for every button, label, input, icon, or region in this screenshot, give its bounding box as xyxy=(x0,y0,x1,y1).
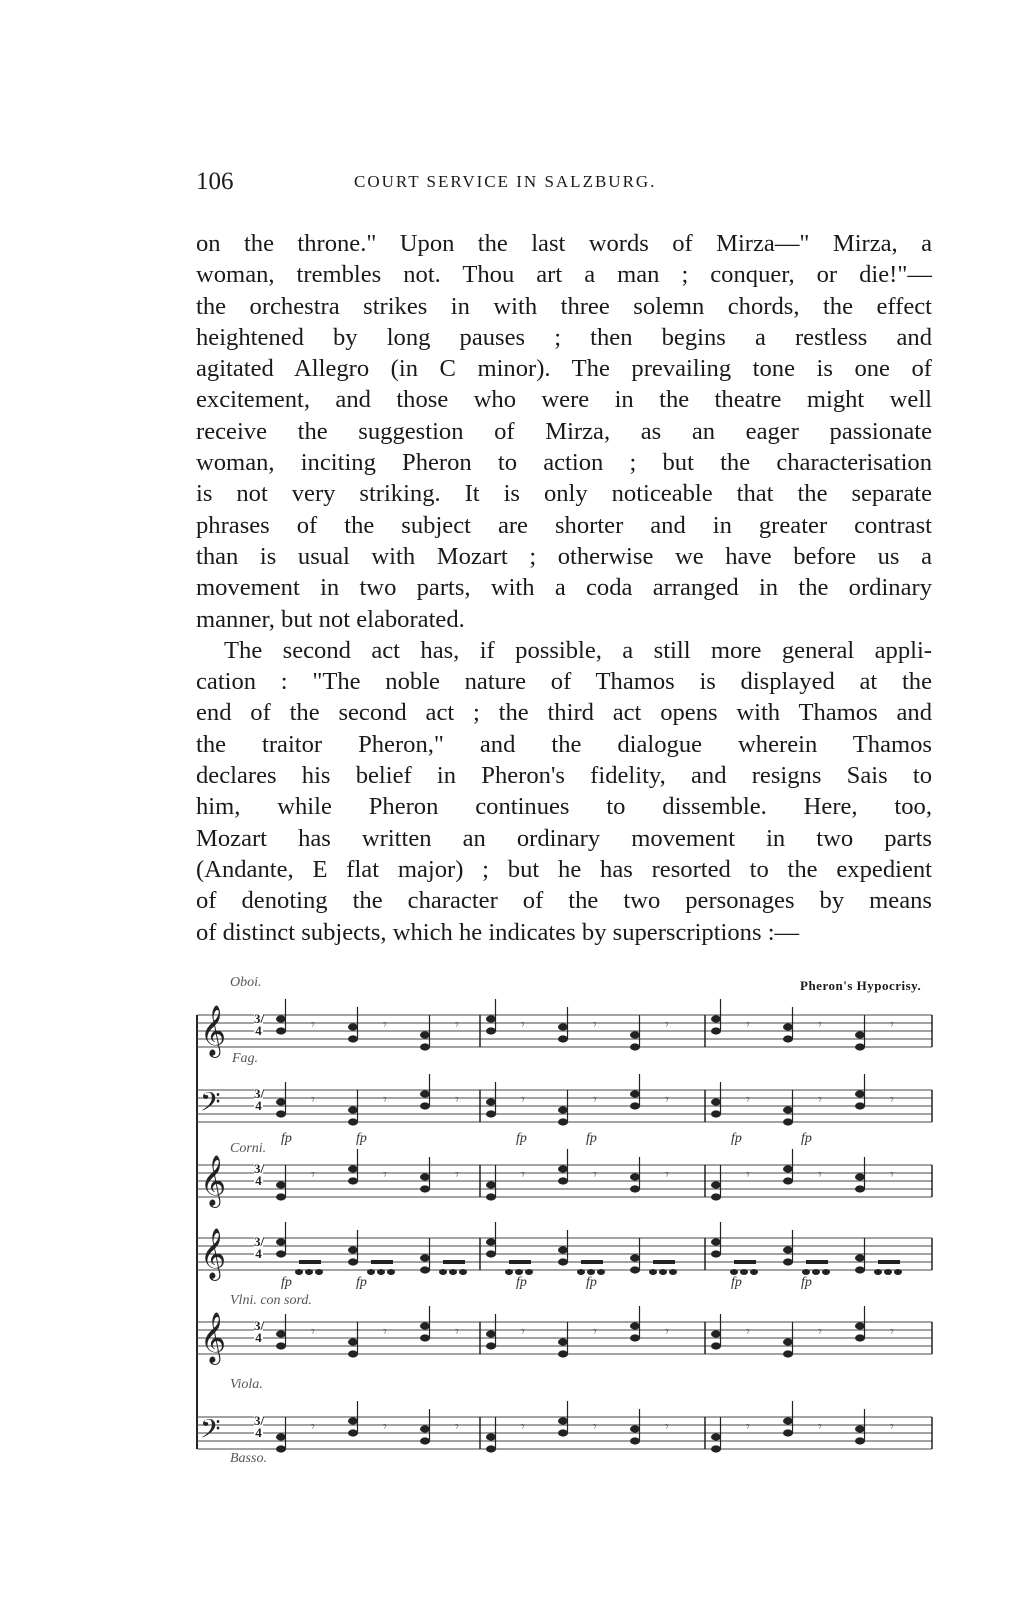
dynamic-fp: fp xyxy=(586,1131,597,1146)
note-head xyxy=(558,1118,568,1125)
rest: 𝄾 xyxy=(746,1018,750,1033)
rest: 𝄾 xyxy=(665,1018,669,1033)
note-head xyxy=(711,1181,721,1188)
note-head xyxy=(630,1185,640,1192)
note-head xyxy=(711,1098,721,1105)
note-head xyxy=(630,1090,640,1097)
note-head xyxy=(630,1437,640,1444)
rest: 𝄾 xyxy=(593,1168,597,1183)
label-corni: Corni. xyxy=(230,1141,267,1156)
note-head xyxy=(276,1238,286,1245)
note-head xyxy=(783,1035,793,1042)
text-line: (Andante, E flat major) ; but he has resorted to the expedient xyxy=(196,855,932,883)
note-head xyxy=(276,1098,286,1105)
rest: 𝄾 xyxy=(665,1325,669,1340)
beam xyxy=(878,1260,900,1264)
note-head xyxy=(783,1118,793,1125)
beam xyxy=(806,1260,828,1264)
note-head xyxy=(486,1433,496,1440)
text-line: movement in two parts, with a coda arranged in the ordinary xyxy=(196,574,932,602)
text-line: is not very striking. It is only noticeable that the separate xyxy=(196,480,932,508)
note-head xyxy=(855,1043,865,1050)
dynamic-fp: fp xyxy=(801,1131,812,1146)
text-line: woman, trembles not. Thou art a man ; conquer, or die!"— xyxy=(196,261,932,289)
note-head xyxy=(505,1269,513,1275)
time-signature: 3/4 xyxy=(254,1086,265,1113)
rest: 𝄾 xyxy=(383,1018,387,1033)
note-head xyxy=(558,1023,568,1030)
note-head xyxy=(558,1035,568,1042)
text-line: end of the second act ; the third act opens with Thamos and xyxy=(196,699,932,727)
rest: 𝄾 xyxy=(455,1018,459,1033)
note-head xyxy=(711,1250,721,1257)
rest: 𝄾 xyxy=(521,1018,525,1033)
note-head xyxy=(348,1417,358,1424)
note-head xyxy=(894,1269,902,1275)
clef-icon: 𝄞 xyxy=(200,1006,227,1055)
text-line: of denoting the character of the two personages by means xyxy=(196,887,932,915)
note-head xyxy=(783,1338,793,1345)
rest: 𝄾 xyxy=(311,1093,315,1108)
rest: 𝄾 xyxy=(890,1420,894,1435)
note-head xyxy=(276,1015,286,1022)
text-line: heightened by long pauses ; then begins a restless and xyxy=(196,323,932,351)
rest: 𝄾 xyxy=(521,1420,525,1435)
dynamic-fp: fp xyxy=(516,1131,527,1146)
label-vlni: Vlni. con sord. xyxy=(230,1293,312,1308)
dynamic-fp: fp xyxy=(731,1131,742,1146)
text-line: of distinct subjects, which he indicates by superscriptions :— xyxy=(196,918,800,946)
note-head xyxy=(486,1098,496,1105)
note-head xyxy=(855,1185,865,1192)
dynamic-fp: fp xyxy=(516,1275,527,1290)
text-line: woman, inciting Pheron to action ; but the characterisation xyxy=(196,449,932,477)
note-head xyxy=(367,1269,375,1275)
note-head xyxy=(630,1425,640,1432)
note-head xyxy=(486,1110,496,1117)
note-head xyxy=(874,1269,882,1275)
note-head xyxy=(630,1102,640,1109)
rest: 𝄾 xyxy=(455,1325,459,1340)
text-line: the orchestra strikes in with three solemn chords, the effect xyxy=(196,292,932,320)
note-head xyxy=(855,1425,865,1432)
rest: 𝄾 xyxy=(311,1168,315,1183)
rest: 𝄾 xyxy=(890,1018,894,1033)
note-head xyxy=(486,1445,496,1452)
note-head xyxy=(486,1238,496,1245)
note-head xyxy=(711,1445,721,1452)
clef-icon: 𝄢 xyxy=(200,1087,221,1123)
clef-icon: 𝄞 xyxy=(200,1156,227,1205)
rest: 𝄾 xyxy=(383,1093,387,1108)
note-head xyxy=(377,1269,385,1275)
note-head xyxy=(486,1181,496,1188)
label-fag: Fag. xyxy=(232,1051,259,1066)
note-head xyxy=(558,1165,568,1172)
note-head xyxy=(305,1269,313,1275)
note-head xyxy=(855,1322,865,1329)
score-staves xyxy=(186,975,946,1475)
note-head xyxy=(276,1342,286,1349)
rest: 𝄾 xyxy=(383,1168,387,1183)
note-head xyxy=(276,1330,286,1337)
note-head xyxy=(630,1266,640,1273)
rest: 𝄾 xyxy=(593,1093,597,1108)
rest: 𝄾 xyxy=(521,1325,525,1340)
note-head xyxy=(711,1015,721,1022)
note-head xyxy=(420,1266,430,1273)
beam xyxy=(509,1260,531,1264)
note-head xyxy=(577,1269,585,1275)
note-head xyxy=(276,1181,286,1188)
note-head xyxy=(558,1258,568,1265)
rest: 𝄾 xyxy=(890,1093,894,1108)
note-head xyxy=(348,1246,358,1253)
rest: 𝄾 xyxy=(665,1093,669,1108)
dynamic-fp: fp xyxy=(586,1275,597,1290)
note-head xyxy=(420,1031,430,1038)
note-head xyxy=(558,1417,568,1424)
label-viola: Viola. xyxy=(230,1377,263,1392)
note-head xyxy=(711,1342,721,1349)
dynamic-fp: fp xyxy=(356,1131,367,1146)
note-head xyxy=(420,1185,430,1192)
time-signature: 3/4 xyxy=(254,1234,265,1261)
note-head xyxy=(711,1433,721,1440)
note-head xyxy=(276,1250,286,1257)
rest: 𝄾 xyxy=(746,1168,750,1183)
text-line: declares his belief in Pheron's fidelity, and resigns Sais to xyxy=(196,762,932,790)
note-head xyxy=(276,1110,286,1117)
note-head xyxy=(711,1238,721,1245)
note-head xyxy=(486,1342,496,1349)
note-head xyxy=(348,1429,358,1436)
note-head xyxy=(420,1254,430,1261)
note-head xyxy=(855,1254,865,1261)
rest: 𝄾 xyxy=(890,1168,894,1183)
note-head xyxy=(558,1106,568,1113)
note-head xyxy=(348,1165,358,1172)
note-head xyxy=(783,1246,793,1253)
note-head xyxy=(558,1177,568,1184)
note-head xyxy=(420,1437,430,1444)
text-line: The second act has, if possible, a still more general appli- xyxy=(224,636,932,664)
note-head xyxy=(439,1269,447,1275)
note-head xyxy=(276,1193,286,1200)
note-head xyxy=(348,1258,358,1265)
dynamic-fp: fp xyxy=(731,1275,742,1290)
rest: 𝄾 xyxy=(455,1420,459,1435)
dynamic-fp: fp xyxy=(801,1275,812,1290)
note-head xyxy=(711,1193,721,1200)
note-head xyxy=(486,1193,496,1200)
note-head xyxy=(420,1173,430,1180)
note-head xyxy=(855,1334,865,1341)
rest: 𝄾 xyxy=(818,1420,822,1435)
note-head xyxy=(348,1118,358,1125)
note-head xyxy=(558,1338,568,1345)
text-line: him, while Pheron continues to dissemble. Here, too, xyxy=(196,793,932,821)
note-head xyxy=(276,1445,286,1452)
beam xyxy=(734,1260,756,1264)
rest: 𝄾 xyxy=(311,1420,315,1435)
text-line: the traitor Pheron," and the dialogue wherein Thamos xyxy=(196,730,932,758)
rest: 𝄾 xyxy=(383,1420,387,1435)
note-head xyxy=(669,1269,677,1275)
rest: 𝄾 xyxy=(746,1093,750,1108)
note-head xyxy=(783,1350,793,1357)
note-head xyxy=(711,1110,721,1117)
body-text xyxy=(196,228,932,948)
note-head xyxy=(486,1027,496,1034)
note-head xyxy=(486,1330,496,1337)
text-line: manner, but not elaborated. xyxy=(196,605,465,633)
note-head xyxy=(459,1269,467,1275)
note-head xyxy=(276,1433,286,1440)
text-line: excitement, and those who were in the theatre might well xyxy=(196,386,932,414)
note-head xyxy=(387,1269,395,1275)
note-head xyxy=(420,1090,430,1097)
rest: 𝄾 xyxy=(311,1325,315,1340)
note-head xyxy=(420,1334,430,1341)
clef-icon: 𝄞 xyxy=(200,1229,227,1278)
rest: 𝄾 xyxy=(665,1168,669,1183)
beam xyxy=(371,1260,393,1264)
rest: 𝄾 xyxy=(593,1325,597,1340)
note-head xyxy=(783,1165,793,1172)
rest: 𝄾 xyxy=(746,1325,750,1340)
rest: 𝄾 xyxy=(746,1420,750,1435)
text-line: cation : "The noble nature of Thamos is displayed at the xyxy=(196,668,932,696)
note-head xyxy=(558,1246,568,1253)
note-head xyxy=(783,1429,793,1436)
note-head xyxy=(597,1269,605,1275)
text-line: phrases of the subject are shorter and in greater contrast xyxy=(196,511,932,539)
note-head xyxy=(276,1027,286,1034)
note-head xyxy=(783,1023,793,1030)
note-head xyxy=(855,1173,865,1180)
note-head xyxy=(630,1031,640,1038)
dynamic-fp: fp xyxy=(281,1275,292,1290)
note-head xyxy=(630,1254,640,1261)
note-head xyxy=(420,1043,430,1050)
music-score xyxy=(186,975,946,1475)
text-line: receive the suggestion of Mirza, as an eager passionate xyxy=(196,417,932,445)
note-head xyxy=(348,1338,358,1345)
note-head xyxy=(558,1429,568,1436)
label-oboi: Oboi. xyxy=(230,975,262,990)
note-head xyxy=(630,1173,640,1180)
note-head xyxy=(558,1350,568,1357)
note-head xyxy=(630,1322,640,1329)
rest: 𝄾 xyxy=(818,1018,822,1033)
note-head xyxy=(348,1035,358,1042)
rest: 𝄾 xyxy=(593,1420,597,1435)
text-line: Mozart has written an ordinary movement in two parts xyxy=(196,824,932,852)
note-head xyxy=(649,1269,657,1275)
rest: 𝄾 xyxy=(455,1093,459,1108)
beam xyxy=(653,1260,675,1264)
rest: 𝄾 xyxy=(521,1168,525,1183)
note-head xyxy=(420,1102,430,1109)
beam xyxy=(581,1260,603,1264)
rest: 𝄾 xyxy=(818,1168,822,1183)
rest: 𝄾 xyxy=(665,1420,669,1435)
note-head xyxy=(750,1269,758,1275)
note-head xyxy=(783,1417,793,1424)
note-head xyxy=(449,1269,457,1275)
clef-icon: 𝄞 xyxy=(200,1313,227,1362)
label-basso: Basso. xyxy=(230,1451,267,1466)
time-signature: 3/4 xyxy=(254,1318,265,1345)
note-head xyxy=(783,1177,793,1184)
time-signature: 3/4 xyxy=(254,1161,265,1188)
clef-icon: 𝄢 xyxy=(200,1414,221,1450)
note-head xyxy=(711,1330,721,1337)
running-title: COURT SERVICE IN SALZBURG. xyxy=(354,172,657,191)
rest: 𝄾 xyxy=(890,1325,894,1340)
note-head xyxy=(348,1106,358,1113)
rest: 𝄾 xyxy=(593,1018,597,1033)
note-head xyxy=(855,1437,865,1444)
note-head xyxy=(348,1023,358,1030)
note-head xyxy=(420,1322,430,1329)
text-line: than is usual with Mozart ; otherwise we have before us a xyxy=(196,542,932,570)
rest: 𝄾 xyxy=(818,1325,822,1340)
note-head xyxy=(855,1266,865,1273)
note-head xyxy=(486,1015,496,1022)
note-head xyxy=(420,1425,430,1432)
note-head xyxy=(486,1250,496,1257)
score-caption: Pheron's Hypocrisy. xyxy=(800,978,922,993)
note-head xyxy=(315,1269,323,1275)
note-head xyxy=(855,1102,865,1109)
note-head xyxy=(812,1269,820,1275)
beam xyxy=(299,1260,321,1264)
text-line: agitated Allegro (in C minor). The prevailing tone is one of xyxy=(196,355,932,383)
rest: 𝄾 xyxy=(455,1168,459,1183)
note-head xyxy=(855,1031,865,1038)
note-head xyxy=(630,1043,640,1050)
note-head xyxy=(348,1350,358,1357)
rest: 𝄾 xyxy=(521,1093,525,1108)
note-head xyxy=(630,1334,640,1341)
rest: 𝄾 xyxy=(383,1325,387,1340)
page-number: 106 xyxy=(196,168,234,195)
note-head xyxy=(822,1269,830,1275)
rest: 𝄾 xyxy=(818,1093,822,1108)
note-head xyxy=(884,1269,892,1275)
note-head xyxy=(783,1106,793,1113)
note-head xyxy=(783,1258,793,1265)
beam xyxy=(443,1260,465,1264)
note-head xyxy=(711,1027,721,1034)
time-signature: 3/4 xyxy=(254,1011,265,1038)
rest: 𝄾 xyxy=(311,1018,315,1033)
dynamic-fp: fp xyxy=(281,1131,292,1146)
note-head xyxy=(348,1177,358,1184)
page-header xyxy=(196,168,932,198)
note-head xyxy=(855,1090,865,1097)
note-head xyxy=(659,1269,667,1275)
time-signature: 3/4 xyxy=(254,1413,265,1440)
text-line: on the throne." Upon the last words of Mirza—" Mirza, a xyxy=(196,230,932,257)
note-head xyxy=(295,1269,303,1275)
dynamic-fp: fp xyxy=(356,1275,367,1290)
